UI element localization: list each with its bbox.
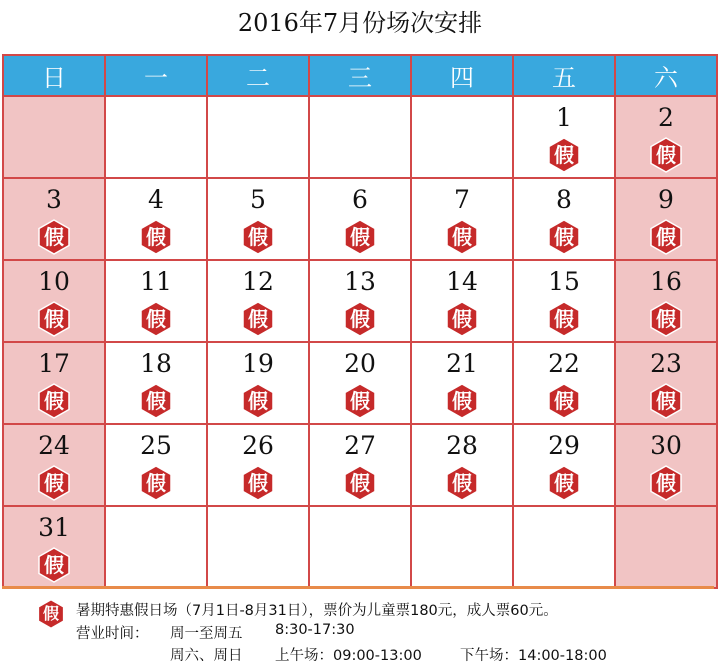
holiday-badge-icon: [138, 301, 174, 337]
holiday-badge-icon: [342, 465, 378, 501]
day-number: 19: [242, 349, 274, 378]
calendar-week-row: [3, 260, 717, 342]
day-number: 27: [344, 431, 376, 460]
holiday-badge-label: 假: [42, 604, 59, 623]
holiday-badge-label: 假: [452, 471, 472, 495]
calendar-day-cell: [513, 260, 615, 342]
day-number: 21: [446, 349, 478, 378]
calendar-day-cell: [615, 260, 717, 342]
day-number: 1: [556, 103, 572, 132]
day-number: 29: [548, 431, 580, 460]
holiday-badge-icon: [342, 301, 378, 337]
calendar-day-cell: [3, 96, 105, 178]
holiday-badge-label: 假: [146, 389, 166, 413]
calendar-day-cell: [513, 342, 615, 424]
day-number: 14: [446, 267, 478, 296]
holiday-badge-label: 假: [350, 225, 370, 249]
holiday-badge-icon: [546, 383, 582, 419]
holiday-badge-icon: [648, 465, 684, 501]
day-number: 28: [446, 431, 478, 460]
day-number: 15: [548, 267, 580, 296]
calendar-day-cell: [411, 96, 513, 178]
day-number: 22: [548, 349, 580, 378]
holiday-badge-icon: [36, 599, 66, 629]
morning-session: 上午场：09:00-13:00: [275, 648, 422, 664]
holiday-badge-label: 假: [452, 389, 472, 413]
holiday-badge-icon: [240, 219, 276, 255]
calendar-day-cell: [207, 260, 309, 342]
day-number: 6: [352, 185, 368, 214]
calendar-day-cell: [105, 342, 207, 424]
holiday-badge-icon: [444, 465, 480, 501]
holiday-badge-label: 假: [44, 553, 64, 577]
calendar-day-cell: [207, 96, 309, 178]
weekday-sat: 六: [615, 55, 717, 96]
holiday-badge-label: 假: [350, 307, 370, 331]
holiday-badge-icon: [240, 301, 276, 337]
calendar-day-cell: [105, 178, 207, 260]
calendar-day-cell: [309, 342, 411, 424]
day-number: 23: [650, 349, 682, 378]
holiday-badge-icon: [36, 383, 72, 419]
day-number: 11: [140, 267, 172, 296]
calendar-day-cell: [309, 506, 411, 588]
calendar-day-cell: [3, 342, 105, 424]
weekday-label: 周一至周五: [170, 626, 243, 642]
holiday-badge-label: 假: [248, 471, 268, 495]
holiday-badge-icon: [240, 465, 276, 501]
holiday-badge-label: 假: [44, 471, 64, 495]
holiday-badge-icon: [36, 547, 72, 583]
calendar-day-cell: [105, 424, 207, 506]
holiday-badge-label: 假: [44, 307, 64, 331]
weekday-fri: 五: [513, 55, 615, 96]
hours-label: 营业时间：: [76, 626, 149, 642]
calendar-day-cell: [615, 342, 717, 424]
holiday-badge-icon: [648, 137, 684, 173]
holiday-badge-label: 假: [656, 143, 676, 167]
holiday-badge-icon: [342, 219, 378, 255]
holiday-badge-label: 假: [554, 471, 574, 495]
calendar-day-cell: [105, 260, 207, 342]
holiday-badge-icon: [36, 465, 72, 501]
calendar-day-cell: [615, 506, 717, 588]
calendar-week-row: [3, 342, 717, 424]
weekend-label: 周六、周日: [170, 648, 243, 664]
calendar-week-row: [3, 424, 717, 506]
holiday-badge-label: 假: [554, 143, 574, 167]
holiday-badge-label: 假: [146, 225, 166, 249]
calendar-day-cell: [615, 96, 717, 178]
holiday-badge-label: 假: [350, 389, 370, 413]
holiday-badge-label: 假: [656, 471, 676, 495]
day-number: 17: [38, 349, 70, 378]
holiday-badge-label: 假: [350, 471, 370, 495]
holiday-badge-icon: [546, 465, 582, 501]
holiday-badge-label: 假: [452, 307, 472, 331]
day-number: 26: [242, 431, 274, 460]
holiday-badge-label: 假: [554, 389, 574, 413]
weekday-tue: 二: [207, 55, 309, 96]
day-number: 5: [250, 185, 266, 214]
calendar-day-cell: [3, 424, 105, 506]
holiday-badge-label: 假: [44, 389, 64, 413]
calendar-day-cell: [207, 342, 309, 424]
calendar-day-cell: [309, 96, 411, 178]
page-title: 2016年7月份场次安排: [237, 9, 483, 37]
day-number: 24: [38, 431, 70, 460]
holiday-badge-icon: [546, 301, 582, 337]
holiday-badge-icon: [648, 383, 684, 419]
holiday-badge-label: 假: [248, 225, 268, 249]
day-number: 10: [38, 267, 70, 296]
holiday-badge-label: 假: [656, 307, 676, 331]
day-number: 20: [344, 349, 376, 378]
calendar-day-cell: [309, 424, 411, 506]
holiday-badge-label: 假: [248, 389, 268, 413]
weekday-sun: 日: [3, 55, 105, 96]
weekday-mon: 一: [105, 55, 207, 96]
calendar-day-cell: [105, 506, 207, 588]
day-number: 3: [46, 185, 62, 214]
day-number: 9: [658, 185, 674, 214]
calendar-day-cell: [513, 506, 615, 588]
holiday-badge-icon: [36, 219, 72, 255]
calendar-day-cell: [411, 178, 513, 260]
holiday-badge-label: 假: [44, 225, 64, 249]
holiday-badge-icon: [444, 301, 480, 337]
day-number: 4: [148, 185, 164, 214]
holiday-badge-icon: [648, 219, 684, 255]
calendar-day-cell: [513, 96, 615, 178]
calendar-day-cell: [309, 260, 411, 342]
holiday-badge-icon: [342, 383, 378, 419]
weekday-header-row: [3, 55, 717, 96]
holiday-badge-icon: [36, 301, 72, 337]
holiday-badge-icon: [138, 219, 174, 255]
calendar-day-cell: [411, 424, 513, 506]
calendar-week-row: [3, 96, 717, 178]
calendar-body: [3, 96, 717, 588]
weekday-wed: 三: [309, 55, 411, 96]
promo-text: 暑期特惠假日场（7月1日-8月31日），票价为儿童票180元，成人票60元。: [76, 603, 558, 619]
notes-panel: [2, 586, 714, 669]
holiday-badge-label: 假: [248, 307, 268, 331]
calendar-week-row: [3, 506, 717, 588]
holiday-badge-label: 假: [656, 389, 676, 413]
afternoon-session: 下午场：14:00-18:00: [460, 648, 607, 664]
day-number: 12: [242, 267, 274, 296]
calendar-grid: [2, 54, 718, 589]
calendar-day-cell: [3, 178, 105, 260]
day-number: 31: [38, 513, 70, 542]
day-number: 25: [140, 431, 172, 460]
calendar-day-cell: [411, 342, 513, 424]
holiday-badge-label: 假: [146, 307, 166, 331]
holiday-badge-icon: [444, 383, 480, 419]
holiday-badge-icon: [138, 383, 174, 419]
calendar-day-cell: [207, 178, 309, 260]
day-number: 30: [650, 431, 682, 460]
holiday-badge-label: 假: [656, 225, 676, 249]
calendar-day-cell: [105, 96, 207, 178]
calendar-day-cell: [411, 506, 513, 588]
day-number: 18: [140, 349, 172, 378]
holiday-badge-icon: [240, 383, 276, 419]
holiday-badge-icon: [546, 219, 582, 255]
calendar-day-cell: [3, 260, 105, 342]
holiday-badge-icon: [138, 465, 174, 501]
calendar-day-cell: [207, 424, 309, 506]
holiday-badge-label: 假: [146, 471, 166, 495]
weekday-thu: 四: [411, 55, 513, 96]
day-number: 16: [650, 267, 682, 296]
holiday-badge-icon: [648, 301, 684, 337]
holiday-badge-icon: [444, 219, 480, 255]
calendar-day-cell: [513, 424, 615, 506]
calendar-day-cell: [3, 506, 105, 588]
calendar-day-cell: [615, 178, 717, 260]
calendar-day-cell: [615, 424, 717, 506]
calendar-day-cell: [207, 506, 309, 588]
holiday-badge-label: 假: [452, 225, 472, 249]
day-number: 8: [556, 185, 572, 214]
day-number: 7: [454, 185, 470, 214]
calendar-day-cell: [411, 260, 513, 342]
holiday-badge-icon: [546, 137, 582, 173]
holiday-badge-label: 假: [554, 307, 574, 331]
calendar-day-cell: [309, 178, 411, 260]
day-number: 2: [658, 103, 674, 132]
calendar-day-cell: [513, 178, 615, 260]
weekday-hours: 8:30-17:30: [275, 622, 355, 638]
holiday-badge-label: 假: [554, 225, 574, 249]
calendar-week-row: [3, 178, 717, 260]
day-number: 13: [344, 267, 376, 296]
